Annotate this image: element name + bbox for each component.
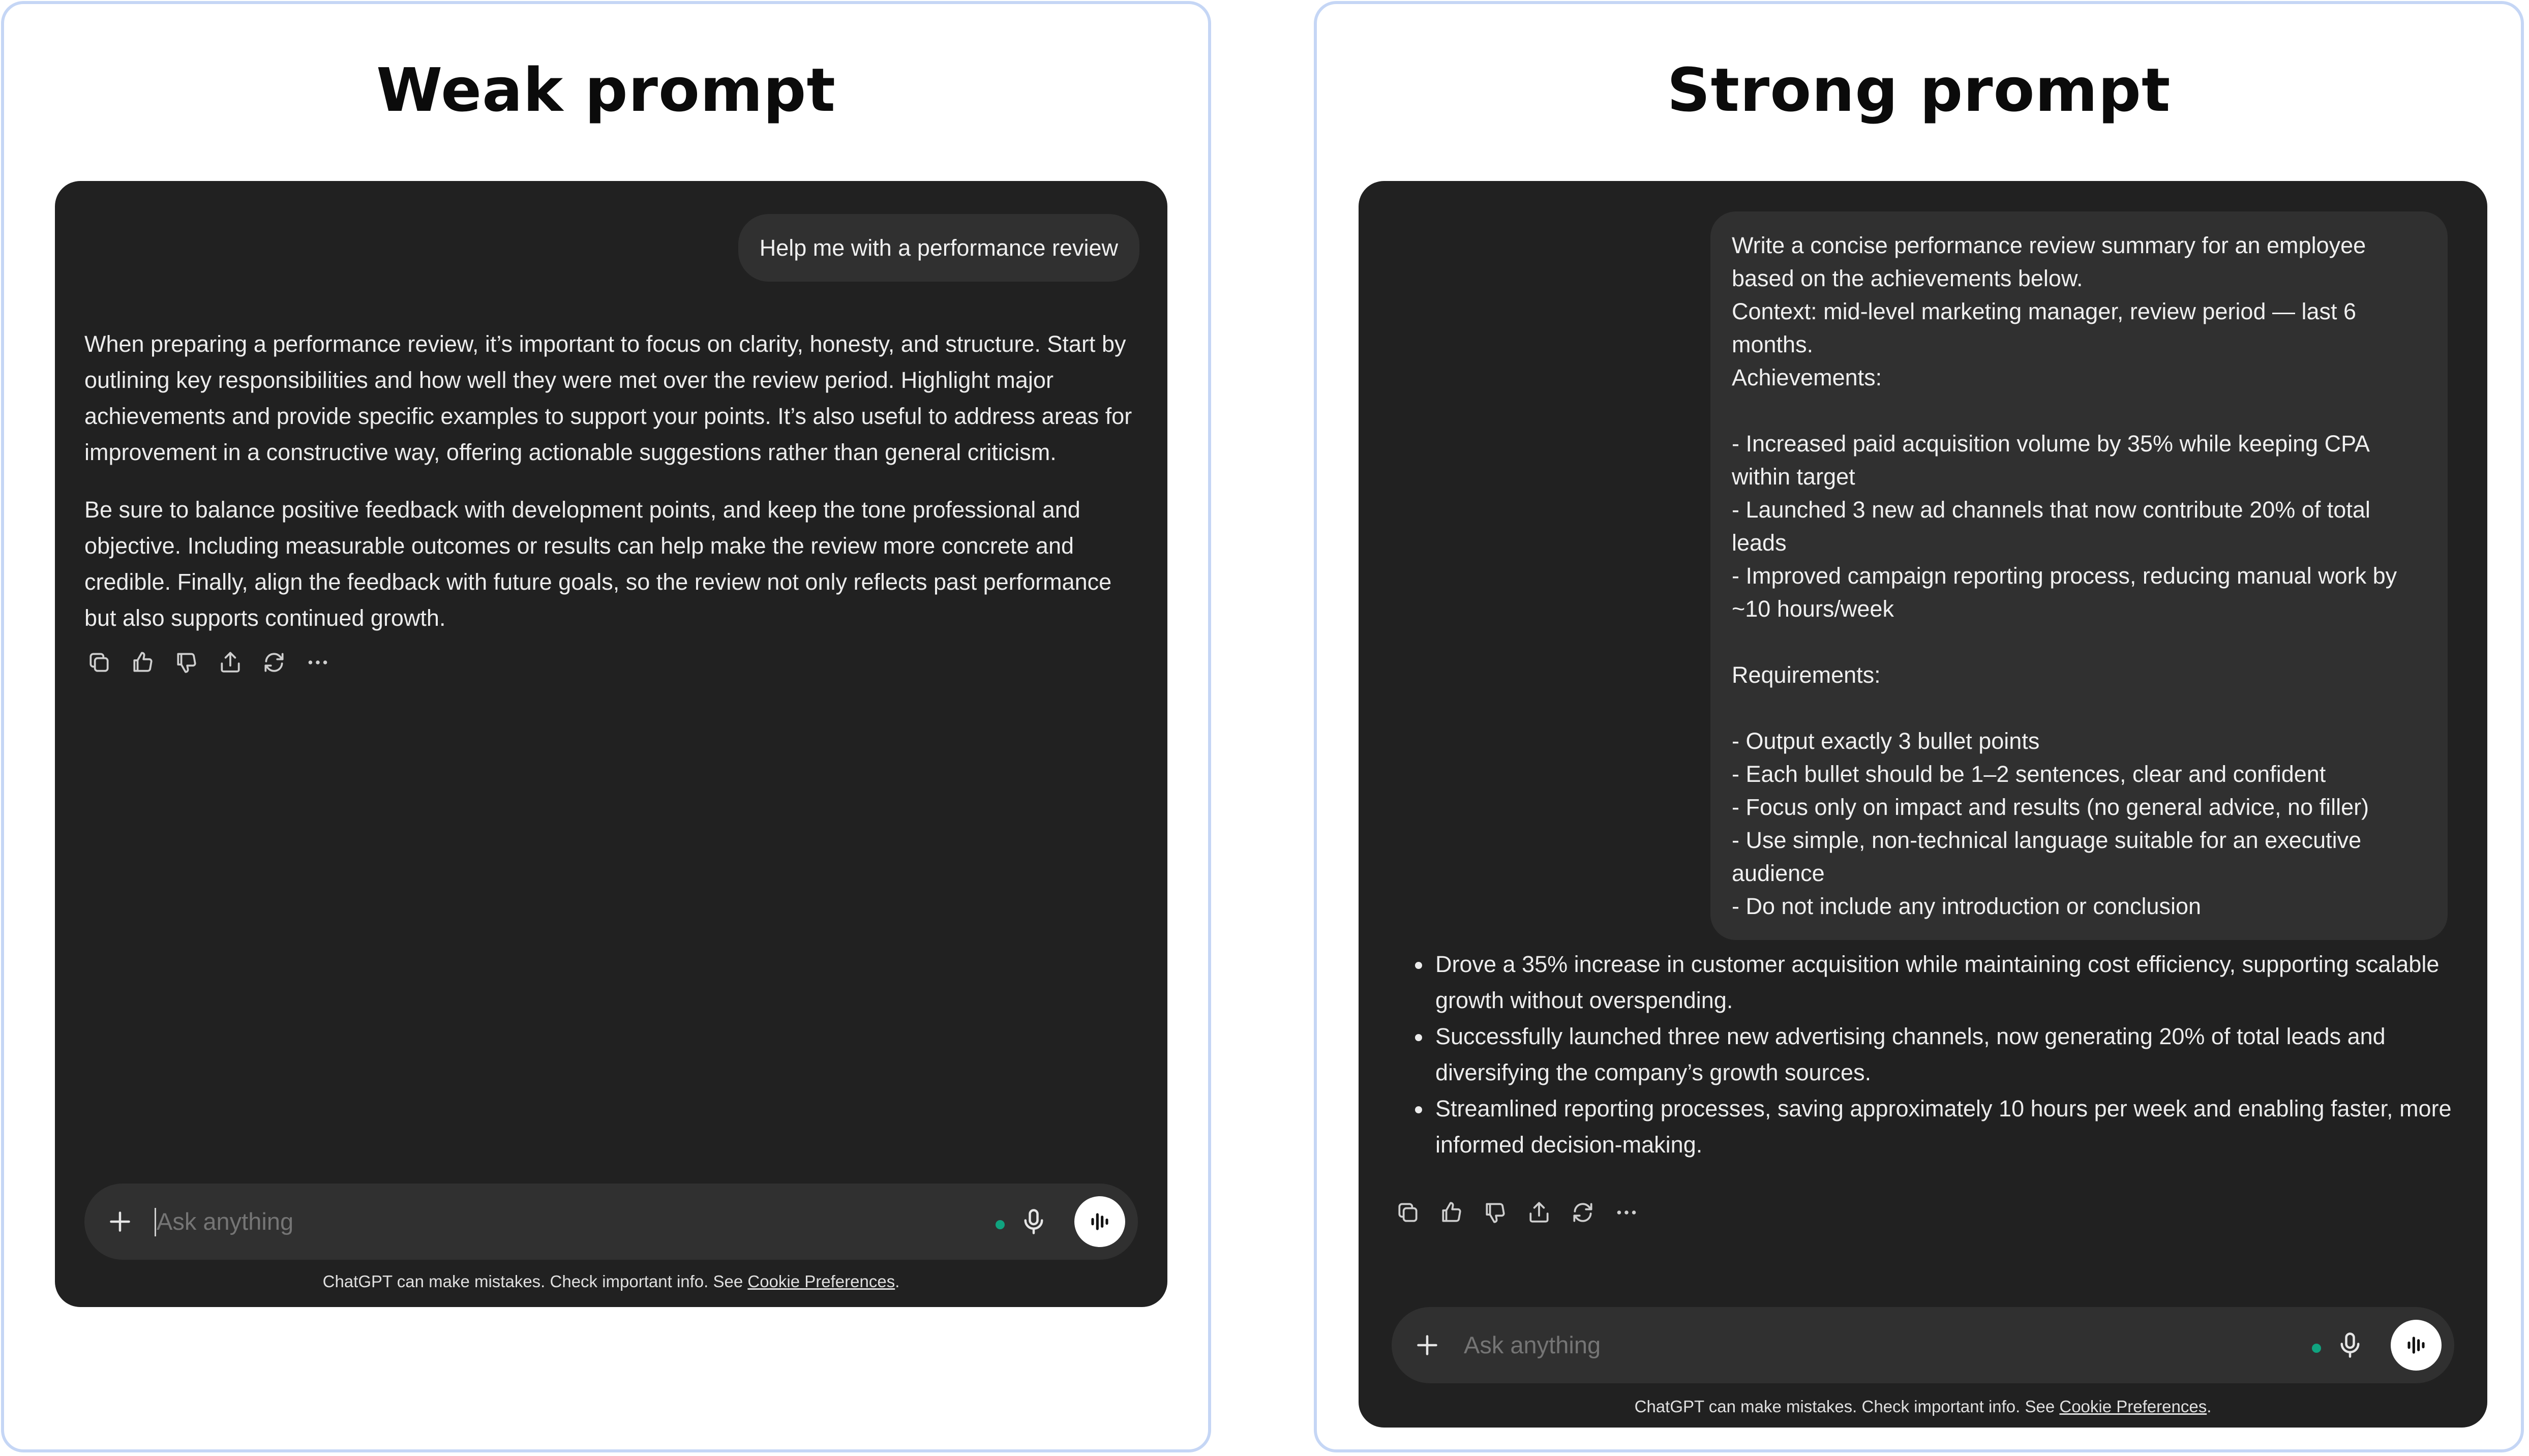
disclaimer-end: . bbox=[895, 1272, 900, 1291]
plus-icon[interactable] bbox=[105, 1206, 135, 1237]
more-icon[interactable] bbox=[303, 648, 333, 677]
cookie-preferences-link[interactable]: Cookie Preferences bbox=[747, 1272, 895, 1291]
waveform-icon bbox=[2402, 1331, 2430, 1359]
share-icon[interactable] bbox=[1524, 1198, 1554, 1227]
strong-prompt-panel bbox=[1314, 1, 2524, 1452]
assistant-bullet: • Successfully launched three new advertising channels, now generating 20% of total leads and diversifying the company’s growth sources. bbox=[1432, 1018, 2454, 1090]
composer bbox=[84, 1184, 1138, 1260]
message-actions bbox=[1393, 1198, 1641, 1227]
status-dot bbox=[2312, 1344, 2321, 1353]
copy-icon[interactable] bbox=[1393, 1198, 1423, 1227]
disclaimer bbox=[1359, 1397, 2487, 1416]
composer bbox=[1392, 1307, 2454, 1383]
thumbs-up-icon[interactable] bbox=[1437, 1198, 1466, 1227]
panel-title: Strong prompt bbox=[1667, 55, 2171, 125]
thumbs-up-icon[interactable] bbox=[128, 648, 158, 677]
assistant-paragraph: Be sure to balance positive feedback with development points, and keep the tone professional and objective. Including measurable outcomes or results can help make the review more concrete and credible. Finally, align the feedback with future goals, so the review not only reflects past performance but also supports continued growth. bbox=[84, 497, 1112, 631]
disclaimer bbox=[55, 1272, 1167, 1291]
disclaimer-end: . bbox=[2207, 1397, 2212, 1416]
assistant-bullet: • Drove a 35% increase in customer acquisition while maintaining cost efficiency, supporting scalable growth without overspending. bbox=[1432, 946, 2454, 1018]
panel-title: Weak prompt bbox=[376, 55, 836, 125]
status-dot bbox=[996, 1220, 1005, 1229]
more-icon[interactable] bbox=[1612, 1198, 1641, 1227]
thumbs-down-icon[interactable] bbox=[172, 648, 201, 677]
plus-icon[interactable] bbox=[1412, 1330, 1442, 1360]
user-message-bubble: Help me with a performance review bbox=[738, 214, 1139, 282]
assistant-bullet: • Streamlined reporting processes, saving approximately 10 hours per week and enabling faster, more informed decision-making. bbox=[1432, 1090, 2454, 1163]
assistant-response bbox=[1387, 946, 2454, 1163]
waveform-icon bbox=[1086, 1207, 1114, 1236]
microphone-icon[interactable] bbox=[2335, 1330, 2365, 1360]
share-icon[interactable] bbox=[216, 648, 245, 677]
disclaimer-text: ChatGPT can make mistakes. Check important info. See bbox=[1634, 1397, 2060, 1416]
weak-prompt-panel bbox=[1, 1, 1211, 1452]
microphone-icon[interactable] bbox=[1018, 1206, 1049, 1237]
disclaimer-text: ChatGPT can make mistakes. Check important info. See bbox=[322, 1272, 748, 1291]
assistant-bullet-list bbox=[1387, 946, 2454, 1163]
copy-icon[interactable] bbox=[84, 648, 114, 677]
user-message-bubble: Write a concise performance review summary for an employee based on the achievements below. Context: mid-level marketing manager, review period — last 6 months. Achievements: - Increased paid acquisition volume by 35% while keeping CPA within target - Launched 3 new ad channels that now contribute 20% of total leads - Improved campaign reporting process, reducing manual work by ~10 hours/week Requirements: - Output exactly 3 bullet points - Each bullet should be 1–2 sentences, clear and confident - Focus only on impact and results (no general advice, no filler) - Use simple, non-technical language suitable for an executive audience - Do not include any introduction or conclusion bbox=[1710, 211, 2448, 940]
message-actions bbox=[84, 648, 333, 677]
chat-window bbox=[1359, 181, 2487, 1428]
regenerate-icon[interactable] bbox=[1568, 1198, 1598, 1227]
prompt-input[interactable] bbox=[156, 1207, 920, 1236]
thumbs-down-icon[interactable] bbox=[1481, 1198, 1510, 1227]
prompt-input[interactable] bbox=[1463, 1330, 2227, 1359]
voice-mode-button[interactable] bbox=[2391, 1320, 2442, 1371]
cookie-preferences-link[interactable]: Cookie Preferences bbox=[2059, 1397, 2207, 1416]
assistant-paragraph: When preparing a performance review, it’s important to focus on clarity, honesty, and structure. Start by outlining key responsibilities and how well they were met over the review period. Highlight major achievements and provide specific examples to support your points. It’s also useful to address areas for improvement in a constructive way, offering actionable suggestions rather than general criticism. bbox=[84, 331, 1132, 465]
assistant-response bbox=[84, 326, 1142, 657]
voice-mode-button[interactable] bbox=[1074, 1196, 1125, 1247]
chat-window bbox=[55, 181, 1167, 1307]
regenerate-icon[interactable] bbox=[259, 648, 289, 677]
